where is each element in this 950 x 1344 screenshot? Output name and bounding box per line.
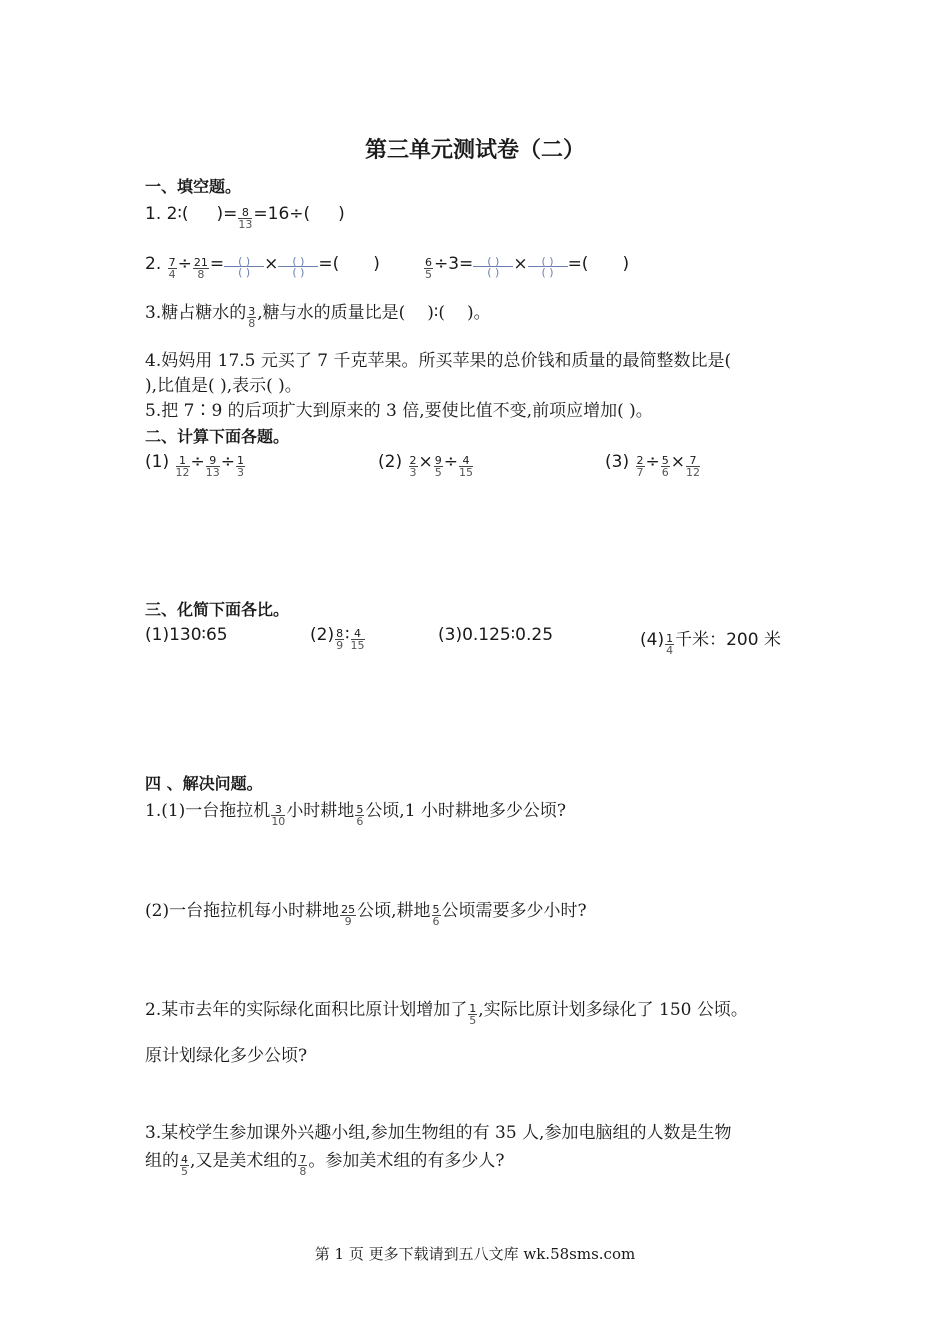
q3-fraction: $\frac{3}{8}$ (248, 305, 256, 330)
q2-times: × (264, 254, 279, 274)
question-1-2-part-b (423, 253, 630, 281)
calc-problem-3: (3) $\frac{2}{7}$ ÷ $\frac{5}{6}$ × $\frac{7}{12}$ (605, 452, 700, 479)
ratio-problem-3: (3)0.125∶0.25 (438, 625, 554, 645)
q1-text-b: )= (216, 204, 238, 224)
calc-2-frac-b: $\frac{9}{5}$ (434, 454, 442, 479)
section-1-heading: 一、填空题。 (145, 177, 242, 196)
calc-3-label: (3) (605, 452, 630, 472)
ratio-problem-4: (4) $\frac{1}{4}$ 千米：200 米 (640, 630, 781, 657)
calc-3-frac-c: $\frac{7}{12}$ (686, 454, 700, 479)
ratio-4-fraction: $\frac{1}{4}$ (666, 632, 674, 657)
p3-fraction-1: $\frac{4}{5}$ (181, 1153, 188, 1178)
q2b-times: × (513, 254, 528, 274)
q2b-blank-fraction-1: ( ) ( ) (473, 256, 513, 273)
calc-2-frac-c: $\frac{4}{15}$ (459, 454, 473, 479)
calc-3-frac-a: $\frac{2}{7}$ (636, 454, 644, 479)
q3-text-c: )∶( (427, 303, 445, 323)
p1b-fraction-2: $\frac{5}{6}$ (432, 903, 440, 928)
problem-2-line-2: 原计划绿化多少公顷? (145, 1046, 308, 1066)
q1-text-a: 1. 2∶( (145, 204, 189, 224)
question-1-4-line-1: 4.妈妈用 17.5 元买了 7 千克苹果。所买苹果的总价钱和质量的最简整数比是( (145, 351, 732, 371)
q3-text-a: 3.糖占糖水的 (145, 303, 247, 323)
ratio-problem-2: (2) $\frac{8}{9}$ ∶ $\frac{4}{15}$ (310, 625, 365, 652)
calc-1-label: (1) (145, 452, 170, 472)
question-1-1 (145, 203, 345, 231)
p1a-fraction-2: $\frac{5}{6}$ (356, 803, 364, 828)
q2-eq2: =( (318, 254, 340, 274)
ratio-problem-1: (1)130∶65 (145, 625, 228, 645)
problem-3-line-2: 组的 $\frac{4}{5}$ ,又是美术组的 $\frac{7}{8}$ 。参加美术组的有多少人? (145, 1151, 505, 1178)
problem-1-part-2: (2)一台拖拉机每小时耕地 $\frac{25}{9}$ 公顷,耕地 $\frac{5}{6}$ 公顷需要多少小时? (145, 901, 587, 928)
problem-3-line-1: 3.某校学生参加课外兴趣小组,参加生物组的有 35 人,参加电脑组的人数是生物 (145, 1123, 732, 1143)
q2b-text: ÷3= (434, 254, 474, 274)
section-2-heading: 二、计算下面各题。 (145, 427, 290, 446)
q2-fraction-2: $\frac{21}{8}$ (193, 256, 208, 281)
p3-fraction-2: $\frac{7}{8}$ (299, 1153, 307, 1178)
question-1-2 (145, 253, 380, 281)
q2-label: 2. (145, 254, 167, 274)
ratio-2-frac-b: $\frac{4}{15}$ (350, 627, 365, 652)
q2b-blank-fraction-2: ( ) ( ) (528, 256, 568, 273)
q2-op1: ÷ (177, 254, 192, 274)
q1-text-d: ) (338, 204, 345, 224)
section-4-heading: 四 、解决问题。 (145, 774, 263, 793)
calc-1-frac-a: $\frac{1}{12}$ (175, 454, 190, 479)
calc-1-frac-b: $\frac{9}{13}$ (205, 454, 220, 479)
page-footer: 第 1 页 更多下载请到五八文库 wk.58sms.com (314, 1245, 636, 1263)
q2-fraction-1: $\frac{7}{4}$ (168, 256, 176, 281)
q3-text-d: )。 (466, 303, 491, 323)
calc-problem-1: (1) $\frac{1}{12}$ ÷ $\frac{9}{13}$ ÷ $\frac{1}{3}$ (145, 452, 244, 479)
q1-text-c: =16÷( (253, 204, 311, 224)
question-1-3 (145, 302, 491, 330)
problem-1-part-1: 1.(1)一台拖拉机 $\frac{3}{10}$ 小时耕地 $\frac{5}{6}$ 公顷,1 小时耕地多少公顷? (145, 801, 567, 828)
calc-3-frac-b: $\frac{5}{6}$ (661, 454, 669, 479)
p1a-fraction-1: $\frac{3}{10}$ (271, 803, 286, 828)
question-1-5: 5.把 7∶9 的后项扩大到原来的 3 倍,要使比值不变,前项应增加( )。 (145, 401, 653, 421)
p1b-fraction-1: $\frac{25}{9}$ (341, 903, 356, 928)
calc-problem-2: (2) $\frac{2}{3}$ × $\frac{9}{5}$ ÷ $\frac{4}{15}$ (378, 452, 473, 479)
q1-fraction: $\frac{8}{13}$ (238, 206, 253, 231)
ratio-2-frac-a: $\frac{8}{9}$ (336, 627, 344, 652)
problem-2-line-1: 2.某市去年的实际绿化面积比原计划增加了 $\frac{1}{5}$ ,实际比原计划多绿化了 150 公顷。 (145, 1000, 748, 1027)
q2-close: ) (373, 254, 380, 274)
q3-text-b: ,糖与水的质量比是( (257, 303, 406, 323)
calc-2-label: (2) (378, 452, 403, 472)
q2-eq: = (209, 254, 225, 274)
section-3-heading: 三、化简下面各比。 (145, 600, 290, 619)
q2b-fraction: $\frac{6}{5}$ (425, 256, 432, 281)
page-title: 第三单元测试卷（二） (364, 137, 585, 163)
calc-2-frac-a: $\frac{2}{3}$ (409, 454, 417, 479)
q2b-eq2: =( (567, 254, 589, 274)
q2-blank-fraction-2: ( ) ( ) (278, 256, 318, 273)
calc-1-frac-c: $\frac{1}{3}$ (237, 454, 244, 479)
question-1-4-line-2: ),比值是( ),表示( )。 (145, 376, 302, 396)
q2-blank-fraction-1: ( ) ( ) (224, 256, 264, 273)
q2b-close: ) (622, 254, 630, 274)
p2-fraction: $\frac{1}{5}$ (469, 1002, 477, 1027)
